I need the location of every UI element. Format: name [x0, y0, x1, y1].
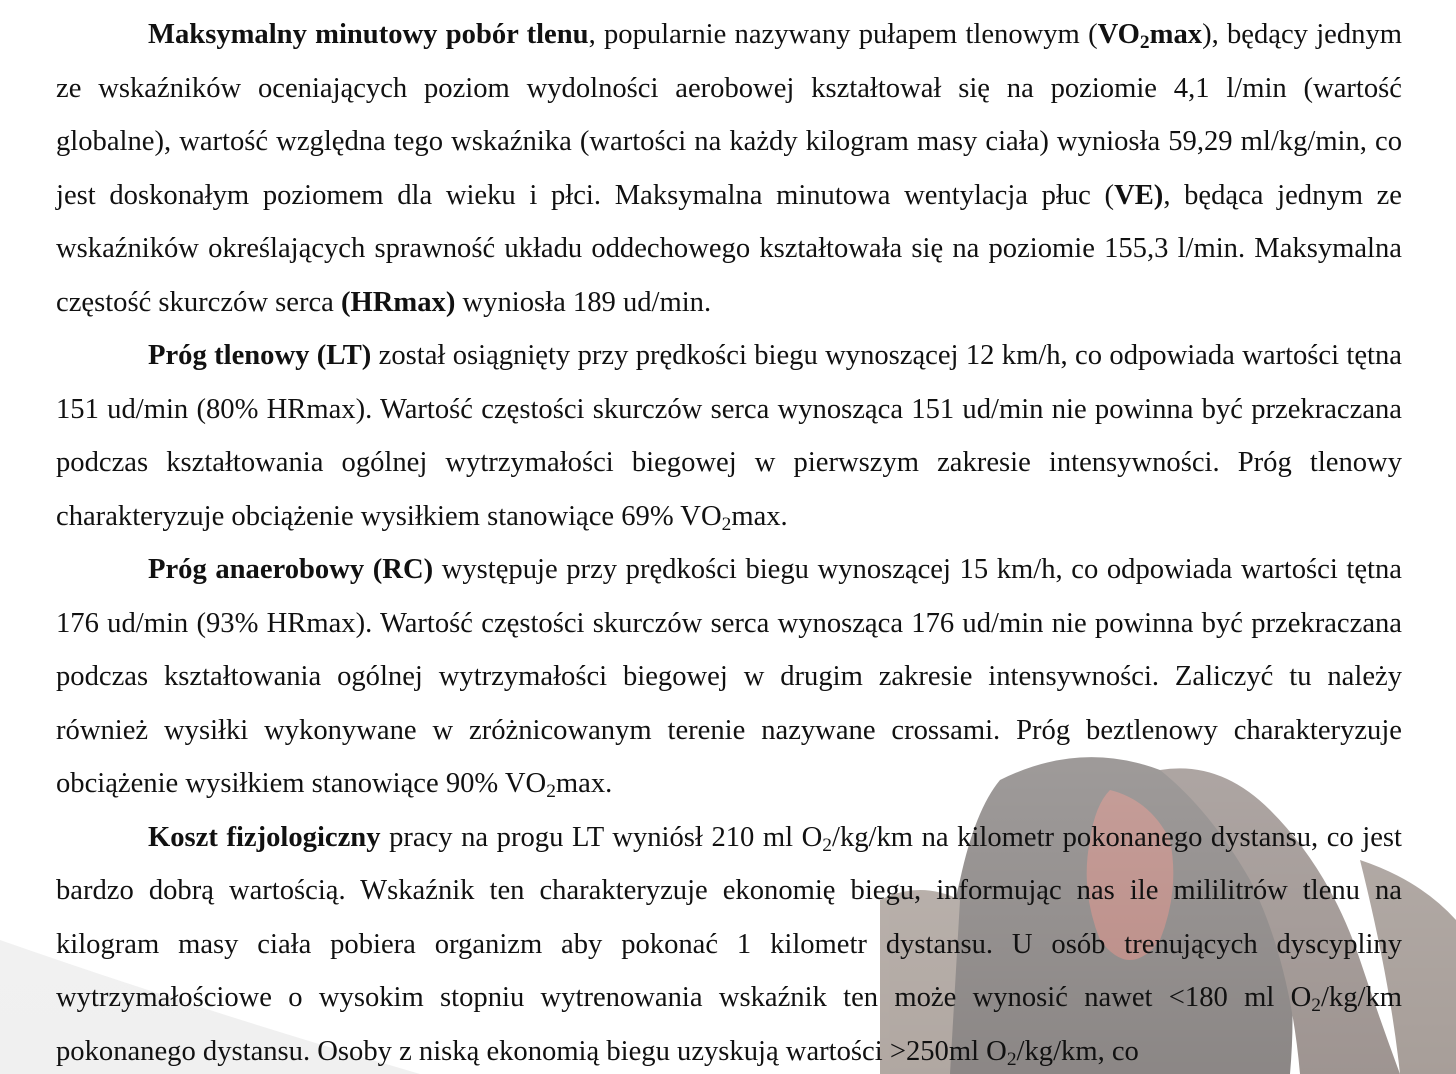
paragraph-koszt [56, 811, 1402, 1074]
subscript-text: 2 [721, 513, 732, 535]
bold-term: Próg tlenowy (LT) [148, 340, 372, 371]
bold-term: max [1149, 19, 1203, 50]
body-text: max. [731, 500, 788, 532]
bold-term: Koszt fizjologiczny [148, 821, 381, 853]
body-text: max. [555, 768, 613, 799]
body-text: , popularnie nazywany pułapem tlenowym ( [588, 19, 1098, 50]
body-text: /kg/km, co [1016, 1035, 1139, 1067]
bold-term: VE) [1114, 179, 1164, 211]
subscript-text: 2 [546, 781, 556, 803]
paragraph-rc [56, 543, 1402, 811]
bold-term: Próg anaerobowy (RC) [148, 554, 434, 585]
body-text: /kg/km na kilometr pokonanego dystansu, co jest bardzo dobrą wartością. Wskaźnik ten charakteryzuje ekonomię biegu, informując nas ile mililitrów tlenu na kilogram masy ciała pobiera organizm aby pokonać 1 kilometr dystansu. U osób trenujących dyscypliny wytrzymałościowe o wysokim stopniu wytrenowania wskaźnik ten może wynosić nawet <180 ml O [56, 821, 1402, 1013]
body-text: występuje przy prędkości biegu wynoszącej 15 km/h, co odpowiada wartości tętna 176 ud/min (93% HRmax). Wartość częstości skurczów serca wynosząca 176 ud/min nie powinna być przekraczana podczas kształtowania ogólnej wytrzymałości biegowej w drugim zakresie intensywności. Zaliczyć tu należy również wysiłki wykonywane w zróżnicowanym terenie nazywane crossami. Próg beztlenowy charakteryzuje obciążenie wysiłkiem stanowiące 90% VO [56, 554, 1402, 799]
body-text: został osiągnięty przy prędkości biegu wynoszącej 12 km/h, co odpowiada wartości tętna 151 ud/min (80% HRmax). Wartość częstości skurczów serca wynosząca 151 ud/min nie powinna być przekraczana podczas kształtowania ogólnej wytrzymałości biegowej w pierwszym zakresie intensywności. Próg tlenowy charakteryzuje obciążenie wysiłkiem stanowiące 69% VO [56, 340, 1402, 532]
subscript-text: 2 [1311, 995, 1321, 1017]
body-text: , będąca jednym ze wskaźników określających sprawność układu oddechowego kształtowała się na poziomie 155,3 l/min. Maksymalna częstość skurczów serca [56, 179, 1402, 318]
body-text: ), będący jednym ze wskaźników oceniających poziom wydolności aerobowej kształtował się na poziomie 4,1 l/min (wartość globalne), wartość względna tego wskaźnika (wartości na każdy kilogram masy ciała) wyniosła 59,29 ml/kg/min, co jest doskonałym poziomem dla wieku i płci. Maksymalna minutowa wentylacja płuc ( [56, 19, 1403, 211]
body-text: pracy na progu LT wyniósł 210 ml O [380, 821, 823, 853]
bold-term: (HRmax) [341, 286, 456, 318]
subscript-text: 2 [822, 834, 833, 856]
body-text: wyniosła 189 ud/min. [455, 286, 712, 318]
subscript-text: 2 [1139, 32, 1150, 54]
body-text: /kg/km pokonanego dystansu. Osoby z niską ekonomią biegu uzyskują wartości >250ml O [56, 982, 1402, 1067]
subscript-text: 2 [1006, 1048, 1017, 1070]
paragraph-vo2max [56, 8, 1402, 329]
paragraph-lt [56, 329, 1402, 543]
bold-term: Maksymalny minutowy pobór tlenu [148, 19, 589, 50]
bold-term: VO [1097, 19, 1140, 50]
document-text [56, 8, 1402, 1074]
